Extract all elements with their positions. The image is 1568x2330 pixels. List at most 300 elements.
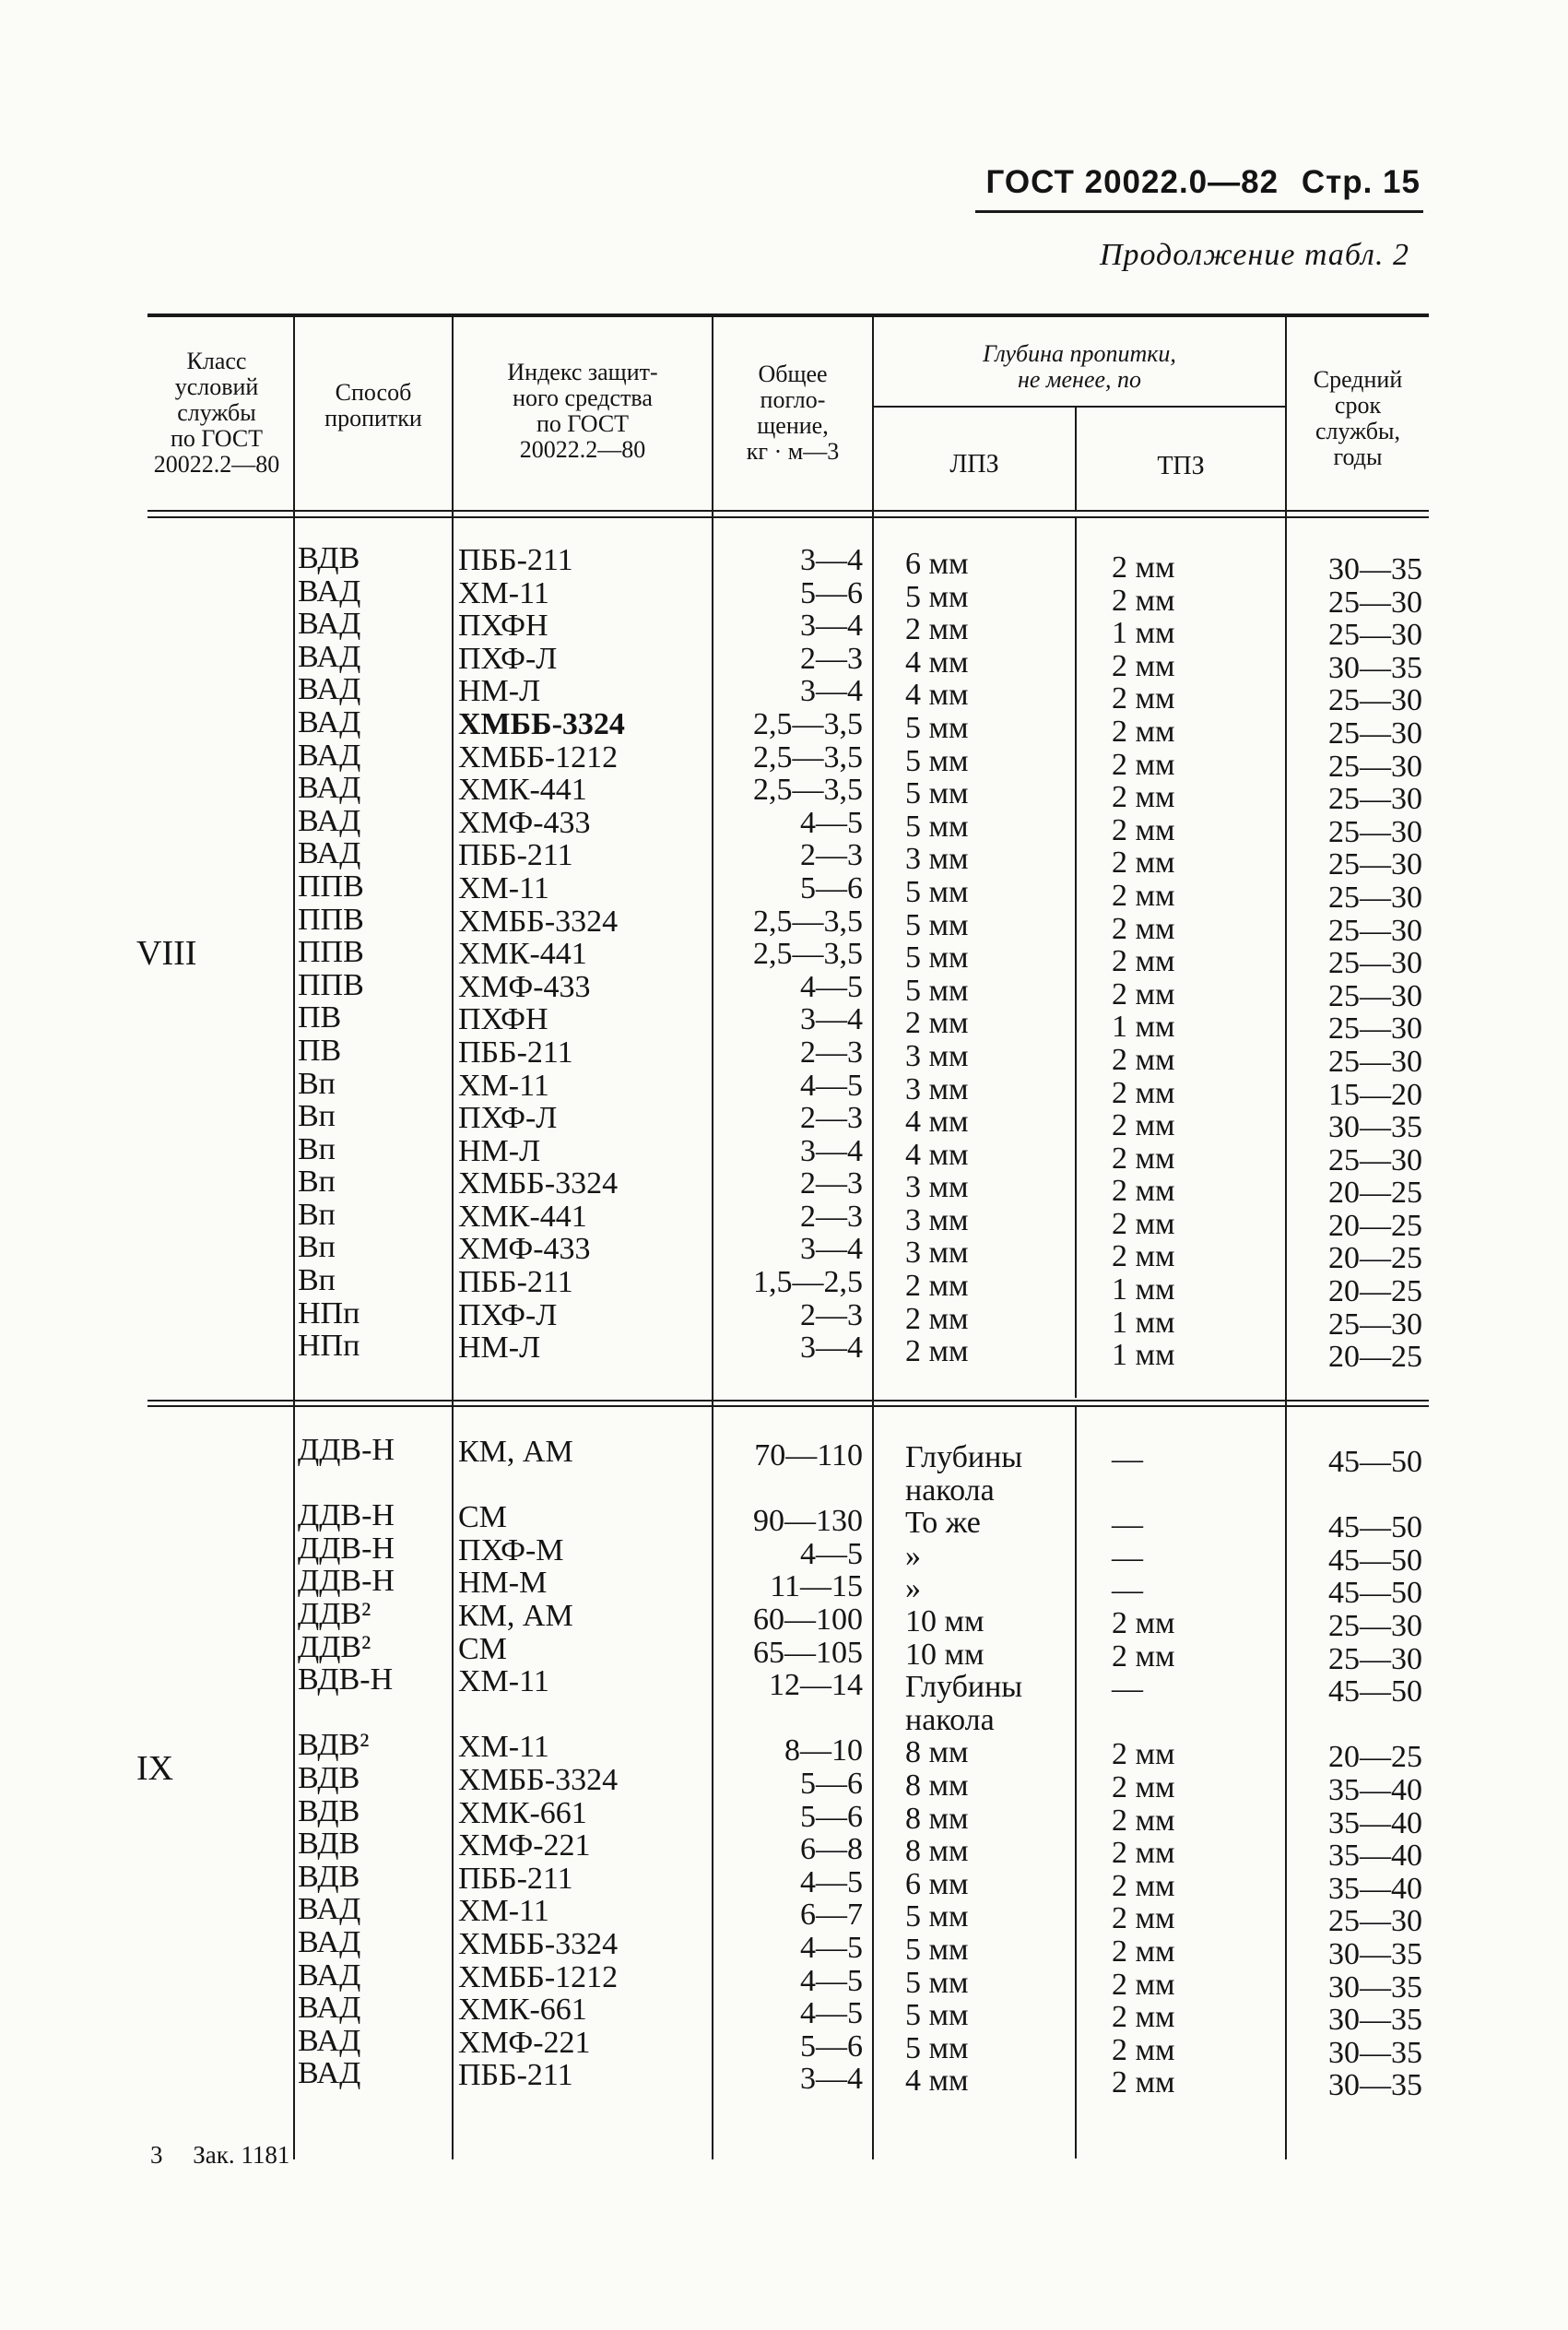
absorption-cell: 11—15 (770, 1569, 863, 1604)
lpz-depth-cell: 8 мм (905, 1834, 969, 1869)
tpz-depth-cell: — (1112, 1508, 1143, 1543)
index-cell: ХМК-441 (458, 1199, 587, 1234)
index-cell: ПХФН (458, 609, 548, 644)
group-separator-rule-2 (147, 1405, 1429, 1407)
tpz-depth-cell: 2 мм (1112, 1967, 1175, 2002)
lpz-depth-cell: 5 мм (905, 1932, 969, 1967)
method-cell: ВДВ (298, 1760, 360, 1795)
index-cell: ХМ-11 (458, 870, 549, 905)
service-life-cell: 45—50 (1328, 1510, 1422, 1545)
method-cell: ВАД (298, 639, 361, 674)
tpz-depth-cell: 2 мм (1112, 878, 1175, 913)
method-cell: ДДВ-Н (298, 1433, 395, 1467)
method-cell: ВДВ (298, 541, 360, 575)
index-column (458, 1436, 618, 2092)
method-cell: НПп (298, 1329, 360, 1364)
lpz-depth-cell: 4 мм (905, 2064, 969, 2099)
service-life-cell: 20—25 (1328, 1740, 1422, 1775)
index-cell: ХМББ-3324 (458, 706, 625, 741)
service-life-column (1286, 1446, 1422, 2102)
absorption-cell: 2—3 (800, 1035, 863, 1070)
service-life-cell: 25—30 (1328, 913, 1422, 948)
method-cell (298, 1467, 395, 1500)
lpz-depth-cell: 8 мм (905, 1735, 969, 1770)
tpz-depth-cell: 2 мм (1112, 1174, 1175, 1209)
absorption-column (719, 1439, 863, 2096)
absorption-cell: 4—5 (800, 1930, 863, 1965)
absorption-cell: 2—3 (800, 1297, 863, 1332)
absorption-cell: 3—4 (800, 1232, 863, 1267)
absorption-cell: 3—4 (800, 1331, 863, 1366)
service-life-cell: 25—30 (1328, 1641, 1422, 1676)
service-life-cell: 30—35 (1328, 2068, 1422, 2103)
lpz-depth-cell: 5 мм (905, 874, 969, 909)
absorption-cell (719, 1473, 863, 1506)
tpz-depth-cell: 2 мм (1112, 1108, 1175, 1143)
lpz-depth-cell: 6 мм (905, 1866, 969, 1901)
tpz-depth-cell: 1 мм (1112, 1338, 1175, 1373)
lpz-depth-cell: 5 мм (905, 973, 969, 1008)
absorption-cell: 60—100 (753, 1602, 863, 1637)
lpz-depth-cell: 2 мм (905, 1334, 969, 1369)
index-cell: ХМ-11 (458, 1894, 549, 1929)
tpz-depth-cell: 1 мм (1112, 1305, 1175, 1340)
lpz-depth-cell: » (905, 1571, 921, 1606)
service-life-cell: 25—30 (1328, 716, 1422, 751)
order-number: Зак. 1181 (193, 2141, 290, 2169)
lpz-depth-cell: 8 мм (905, 1801, 969, 1836)
absorption-cell: 3—4 (800, 609, 863, 644)
absorption-cell: 3—4 (800, 1133, 863, 1168)
method-cell: ППВ (298, 902, 364, 937)
method-cell: ВАД (298, 1957, 361, 1993)
absorption-cell (719, 1702, 863, 1735)
service-class-label: IX (136, 1749, 174, 1788)
header-life: Средний срок службы, годы (1313, 366, 1403, 470)
method-cell: ВАД (298, 2056, 361, 2091)
service-life-cell: 25—30 (1328, 782, 1422, 817)
lpz-depth-cell: 6 мм (905, 547, 969, 581)
service-life-cell: 20—25 (1328, 1176, 1422, 1211)
service-life-cell: 30—35 (1328, 2003, 1422, 2038)
method-cell: ВДВ² (298, 1728, 370, 1763)
absorption-cell: 6—8 (800, 1832, 863, 1867)
tpz-depth-cell: 1 мм (1112, 616, 1175, 651)
lpz-depth-cell: 5 мм (905, 579, 969, 614)
tpz-depth-cell: 2 мм (1112, 550, 1175, 585)
absorption-cell: 4—5 (800, 1996, 863, 2031)
service-life-cell: 25—30 (1328, 683, 1422, 718)
index-cell: СМ (458, 1500, 507, 1535)
lpz-depth-cell: 5 мм (905, 907, 969, 942)
lpz-depth-cell: 5 мм (905, 776, 969, 811)
lpz-depth-cell: Глубины (905, 1440, 1023, 1474)
index-cell: ПББ-211 (458, 1035, 573, 1070)
absorption-cell: 4—5 (800, 969, 863, 1004)
service-life-cell: 25—30 (1328, 1307, 1422, 1342)
method-cell: НПп (298, 1295, 360, 1331)
lpz-depth-cell: 5 мм (905, 940, 969, 976)
index-cell: ХМ-11 (458, 575, 549, 610)
method-cell (298, 1697, 395, 1730)
service-life-cell: 30—35 (1328, 552, 1422, 586)
absorption-cell: 6—7 (800, 1898, 863, 1933)
tpz-depth-cell: 2 мм (1112, 747, 1175, 782)
index-cell: ХМББ-3324 (458, 1762, 619, 1797)
service-life-cell: 35—40 (1328, 1871, 1422, 1906)
absorption-cell: 1,5—2,5 (753, 1265, 863, 1300)
lpz-depth-cell: 3 мм (905, 1236, 969, 1271)
absorption-cell: 5—6 (800, 1799, 863, 1834)
tpz-depth-cell: 2 мм (1112, 714, 1175, 749)
index-cell: ХМК-441 (458, 773, 587, 808)
index-cell: ХМФ-433 (458, 1232, 591, 1267)
index-cell: ХМББ-1212 (458, 1959, 619, 1994)
index-cell: СМ (458, 1631, 507, 1666)
method-cell: ВАД (298, 738, 361, 773)
index-cell: НМ-Л (458, 1331, 541, 1366)
header-tpz: ТПЗ (1157, 452, 1205, 480)
col-divider-2 (452, 315, 454, 2159)
method-cell: ВАД (298, 704, 361, 739)
service-life-cell: 45—50 (1328, 1543, 1422, 1578)
tpz-depth-cell (1112, 1706, 1175, 1739)
service-life-cell: 25—30 (1328, 814, 1422, 849)
service-life-cell: 30—35 (1328, 1936, 1422, 1971)
tpz-depth-cell: 2 мм (1112, 812, 1175, 847)
lpz-depth-cell: Глубины (905, 1670, 1023, 1705)
service-life-cell: 25—30 (1328, 946, 1422, 981)
index-cell: ПББ-211 (458, 2058, 573, 2093)
method-cell: Вп (298, 1230, 336, 1265)
index-cell: ХМК-441 (458, 937, 587, 972)
method-cell: Вп (298, 1263, 336, 1298)
lpz-depth-cell: 3 мм (905, 1202, 969, 1237)
tpz-depth-cell: 1 мм (1112, 1010, 1175, 1045)
method-cell: Вп (298, 1066, 336, 1101)
header-rule (975, 210, 1423, 213)
method-cell: Вп (298, 1131, 336, 1166)
index-cell (458, 1698, 618, 1732)
absorption-cell: 3—4 (800, 2062, 863, 2097)
service-life-cell (1286, 1479, 1422, 1512)
tpz-depth-cell: 2 мм (1112, 1206, 1175, 1241)
method-column (298, 1434, 395, 2090)
absorption-cell: 5—6 (800, 575, 863, 610)
tpz-depth-cell: 2 мм (1112, 1769, 1175, 1804)
col-divider-4 (872, 315, 874, 2159)
absorption-cell: 4—5 (800, 1068, 863, 1103)
service-life-cell: 25—30 (1328, 1011, 1422, 1047)
tpz-depth-cell: 2 мм (1112, 583, 1175, 618)
tpz-depth-cell: 2 мм (1112, 681, 1175, 716)
absorption-cell: 5—6 (800, 2028, 863, 2064)
method-cell: ВАД (298, 771, 361, 806)
method-cell: Вп (298, 1099, 336, 1134)
lpz-column (905, 1441, 1022, 2098)
index-cell: ХМФ-433 (458, 805, 591, 840)
header-bottom-rule (147, 510, 1429, 512)
index-cell: ПХФН (458, 1002, 548, 1037)
service-life-cell: 20—25 (1328, 1241, 1422, 1276)
method-cell: ДДВ² (298, 1629, 371, 1664)
lpz-depth-cell: 2 мм (905, 1301, 969, 1336)
index-cell: ПХФ-Л (458, 1101, 558, 1136)
lpz-depth-cell: накола (905, 1473, 995, 1508)
method-cell: ДДВ² (298, 1596, 371, 1631)
tpz-depth-cell: 2 мм (1112, 1638, 1175, 1674)
lpz-depth-cell: 3 мм (905, 1071, 969, 1106)
lpz-depth-cell: 5 мм (905, 743, 969, 778)
absorption-cell: 4—5 (800, 1536, 863, 1571)
lpz-depth-cell: 4 мм (905, 1137, 969, 1172)
tpz-depth-cell: 2 мм (1112, 648, 1175, 683)
service-life-cell: 25—30 (1328, 978, 1422, 1013)
tpz-depth-cell: 2 мм (1112, 944, 1175, 979)
lpz-depth-cell: То же (905, 1506, 981, 1541)
tpz-depth-cell: 2 мм (1112, 1737, 1175, 1772)
tpz-depth-cell: 2 мм (1112, 1901, 1175, 1936)
service-life-cell: 25—30 (1328, 847, 1422, 882)
service-life-cell: 25—30 (1328, 1904, 1422, 1939)
method-cell: ВАД (298, 1892, 361, 1927)
method-cell: ВАД (298, 607, 361, 642)
lpz-depth-cell: накола (905, 1702, 995, 1737)
absorption-cell: 3—4 (800, 543, 863, 577)
header-lpz: ЛПЗ (949, 450, 999, 479)
service-life-cell: 30—35 (1328, 2035, 1422, 2070)
tpz-depth-cell: 2 мм (1112, 1075, 1175, 1110)
absorption-cell: 2,5—3,5 (753, 739, 863, 775)
lpz-depth-cell: 4 мм (905, 1105, 969, 1140)
absorption-cell: 4—5 (800, 1864, 863, 1899)
lpz-depth-cell: 5 мм (905, 710, 969, 745)
method-cell: ВАД (298, 836, 361, 871)
index-cell: НМ-М (458, 1566, 548, 1601)
service-life-column (1286, 553, 1422, 1374)
service-life-cell: 25—30 (1328, 585, 1422, 620)
page-footer (150, 2141, 289, 2170)
lpz-depth-cell: » (905, 1538, 921, 1573)
method-cell: ВДВ (298, 1859, 360, 1894)
lpz-depth-cell: 5 мм (905, 2030, 969, 2065)
method-cell: ВАД (298, 2023, 361, 2058)
header-absorption: Общее погло- щение, кг · м—3 (746, 361, 840, 465)
tpz-depth-cell: 2 мм (1112, 780, 1175, 815)
method-cell: ДДВ-Н (298, 1531, 395, 1566)
tpz-depth-cell: 2 мм (1112, 2032, 1175, 2067)
index-cell: ХМ-11 (458, 1730, 549, 1765)
absorption-cell: 4—5 (800, 805, 863, 840)
tpz-depth-cell: 2 мм (1112, 1239, 1175, 1274)
method-cell: ВАД (298, 803, 361, 838)
tpz-depth-cell: — (1112, 1672, 1143, 1707)
index-cell: ХМББ-1212 (458, 739, 619, 775)
method-cell: ПВ (298, 1000, 342, 1035)
service-life-cell: 25—30 (1328, 880, 1422, 915)
index-cell: ХМФ-433 (458, 969, 591, 1004)
index-cell: НМ-Л (458, 674, 541, 709)
tpz-depth-cell: 2 мм (1112, 846, 1175, 881)
method-cell: ППВ (298, 935, 364, 970)
lpz-depth-cell: 3 мм (905, 842, 969, 877)
method-cell: ДДВ-Н (298, 1564, 395, 1599)
index-cell: ХМФ-221 (458, 2025, 591, 2060)
absorption-cell: 2—3 (800, 1199, 863, 1234)
index-cell (458, 1469, 618, 1502)
lpz-depth-cell: 5 мм (905, 1998, 969, 2033)
page-number: Стр. 15 (1301, 164, 1421, 200)
index-cell: ХМББ-3324 (458, 904, 619, 939)
method-cell: ДДВ-Н (298, 1498, 395, 1533)
col-divider-3 (712, 315, 713, 2159)
lpz-depth-cell: 2 мм (905, 1269, 969, 1304)
tpz-depth-cell: 2 мм (1112, 1934, 1175, 1969)
absorption-cell: 2,5—3,5 (753, 773, 863, 808)
page-header (986, 164, 1421, 201)
index-cell: ХМББ-3324 (458, 1926, 619, 1961)
service-life-cell: 25—30 (1328, 1142, 1422, 1177)
service-life-cell: 25—30 (1328, 749, 1422, 784)
absorption-cell: 3—4 (800, 674, 863, 709)
tpz-depth-cell: 2 мм (1112, 1803, 1175, 1838)
service-life-cell: 20—25 (1328, 1340, 1422, 1375)
service-life-cell: 20—25 (1328, 1274, 1422, 1309)
index-cell: ХМФ-221 (458, 1828, 591, 1863)
service-life-cell: 45—50 (1328, 1674, 1422, 1709)
index-cell: ХМ-11 (458, 1068, 549, 1103)
service-life-cell: 25—30 (1328, 618, 1422, 653)
method-cell: Вп (298, 1197, 336, 1232)
index-cell: ХМББ-3324 (458, 1166, 619, 1201)
group-separator-rule (147, 1400, 1429, 1402)
index-cell: ПББ-211 (458, 1265, 573, 1300)
method-cell: ПВ (298, 1033, 342, 1068)
index-cell: ПББ-211 (458, 543, 573, 577)
table-top-rule (147, 313, 1429, 317)
tpz-depth-cell: 2 мм (1112, 1868, 1175, 1903)
service-life-cell: 15—20 (1328, 1077, 1422, 1112)
service-life-cell: 35—40 (1328, 1839, 1422, 1874)
index-cell: НМ-Л (458, 1133, 541, 1168)
tpz-depth-cell: 2 мм (1112, 976, 1175, 1011)
lpz-depth-cell: 10 мм (905, 1603, 984, 1638)
absorption-cell: 4—5 (800, 1963, 863, 1998)
method-cell: ВАД (298, 1924, 361, 1959)
tpz-depth-cell: 2 мм (1112, 1605, 1175, 1640)
absorption-cell: 2,5—3,5 (753, 706, 863, 741)
lpz-depth-cell: 8 мм (905, 1768, 969, 1803)
tpz-depth-cell: 1 мм (1112, 1272, 1175, 1307)
index-cell: КМ, АМ (458, 1435, 573, 1469)
tpz-depth-cell: 2 мм (1112, 911, 1175, 946)
method-cell: ВАД (298, 672, 361, 707)
method-cell: ВАД (298, 1991, 361, 2026)
absorption-cell: 70—110 (754, 1438, 863, 1473)
tpz-depth-cell: — (1112, 1442, 1143, 1476)
header-method: Способ пропитки (324, 379, 422, 432)
method-column (298, 542, 364, 1363)
method-cell: ВДВ-Н (298, 1662, 394, 1697)
service-life-cell (1286, 1709, 1422, 1742)
lpz-depth-cell: 3 мм (905, 1038, 969, 1073)
service-life-cell: 25—30 (1328, 1044, 1422, 1079)
index-cell: КМ, АМ (458, 1598, 573, 1633)
absorption-cell: 65—105 (753, 1635, 863, 1670)
method-cell: Вп (298, 1165, 336, 1200)
sheet-number: 3 (150, 2141, 163, 2169)
tpz-depth-cell: 2 мм (1112, 2000, 1175, 2035)
lpz-depth-cell: 5 мм (905, 1899, 969, 1934)
method-cell: ППВ (298, 869, 364, 904)
service-life-cell: 20—25 (1328, 1208, 1422, 1243)
lpz-depth-cell: 5 мм (905, 809, 969, 844)
absorption-cell: 2—3 (800, 1101, 863, 1136)
absorption-cell: 12—14 (769, 1668, 863, 1703)
absorption-cell: 8—10 (784, 1733, 863, 1768)
col-divider-5a (1075, 518, 1077, 1398)
absorption-cell: 5—6 (800, 870, 863, 905)
service-life-cell: 30—35 (1328, 1969, 1422, 2005)
tpz-depth-cell: — (1112, 1540, 1143, 1575)
lpz-depth-cell: 10 мм (905, 1637, 984, 1672)
service-life-cell: 25—30 (1328, 1608, 1422, 1643)
lpz-depth-cell: 2 мм (905, 1006, 969, 1041)
index-cell: ХМ-11 (458, 1664, 549, 1699)
method-cell: ВДВ (298, 1793, 360, 1828)
method-cell: ППВ (298, 967, 364, 1002)
col-divider-5b (1075, 1407, 1077, 2159)
header-service-class: Класс условий службы по ГОСТ 20022.2—80 (153, 348, 280, 478)
method-cell: ВДВ (298, 1827, 360, 1862)
tpz-column (1112, 551, 1175, 1372)
col-divider-1 (293, 315, 295, 2159)
index-cell: ПББ-211 (458, 1861, 573, 1896)
service-class-label: VIII (136, 934, 197, 973)
absorption-cell: 2,5—3,5 (753, 937, 863, 972)
absorption-cell: 2—3 (800, 641, 863, 676)
service-life-cell: 30—35 (1328, 1110, 1422, 1145)
lpz-depth-cell: 4 мм (905, 678, 969, 713)
index-cell: ХМК-661 (458, 1993, 587, 2028)
tpz-column (1112, 1443, 1175, 2099)
table-continuation-label: Продолжение табл. 2 (1099, 238, 1409, 272)
tpz-depth-cell (1112, 1476, 1175, 1509)
method-cell: ВАД (298, 574, 361, 609)
lpz-depth-cell: 2 мм (905, 612, 969, 647)
index-cell: ПХФ-М (458, 1532, 564, 1567)
index-column (458, 544, 625, 1365)
absorption-cell: 2—3 (800, 1166, 863, 1201)
header-depth: Глубина пропитки, не менее, по (983, 340, 1176, 393)
index-cell: ХМК-661 (458, 1795, 587, 1830)
absorption-cell: 2,5—3,5 (753, 904, 863, 939)
lpz-depth-cell: 4 мм (905, 645, 969, 680)
tpz-depth-cell: 2 мм (1112, 1042, 1175, 1077)
service-life-cell: 45—50 (1328, 1576, 1422, 1611)
lpz-column (905, 548, 969, 1368)
standard-number: ГОСТ 20022.0—82 (985, 164, 1279, 200)
tpz-depth-cell: 2 мм (1112, 2065, 1175, 2100)
absorption-cell: 3—4 (800, 1002, 863, 1037)
index-cell: ПББ-211 (458, 838, 573, 873)
index-cell: ПХФ-Л (458, 641, 558, 676)
tpz-depth-cell: 2 мм (1112, 1836, 1175, 1871)
tpz-depth-cell: — (1112, 1573, 1143, 1608)
service-life-cell: 35—40 (1328, 1772, 1422, 1807)
lpz-depth-cell: 3 мм (905, 1170, 969, 1205)
absorption-cell: 5—6 (800, 1766, 863, 1801)
